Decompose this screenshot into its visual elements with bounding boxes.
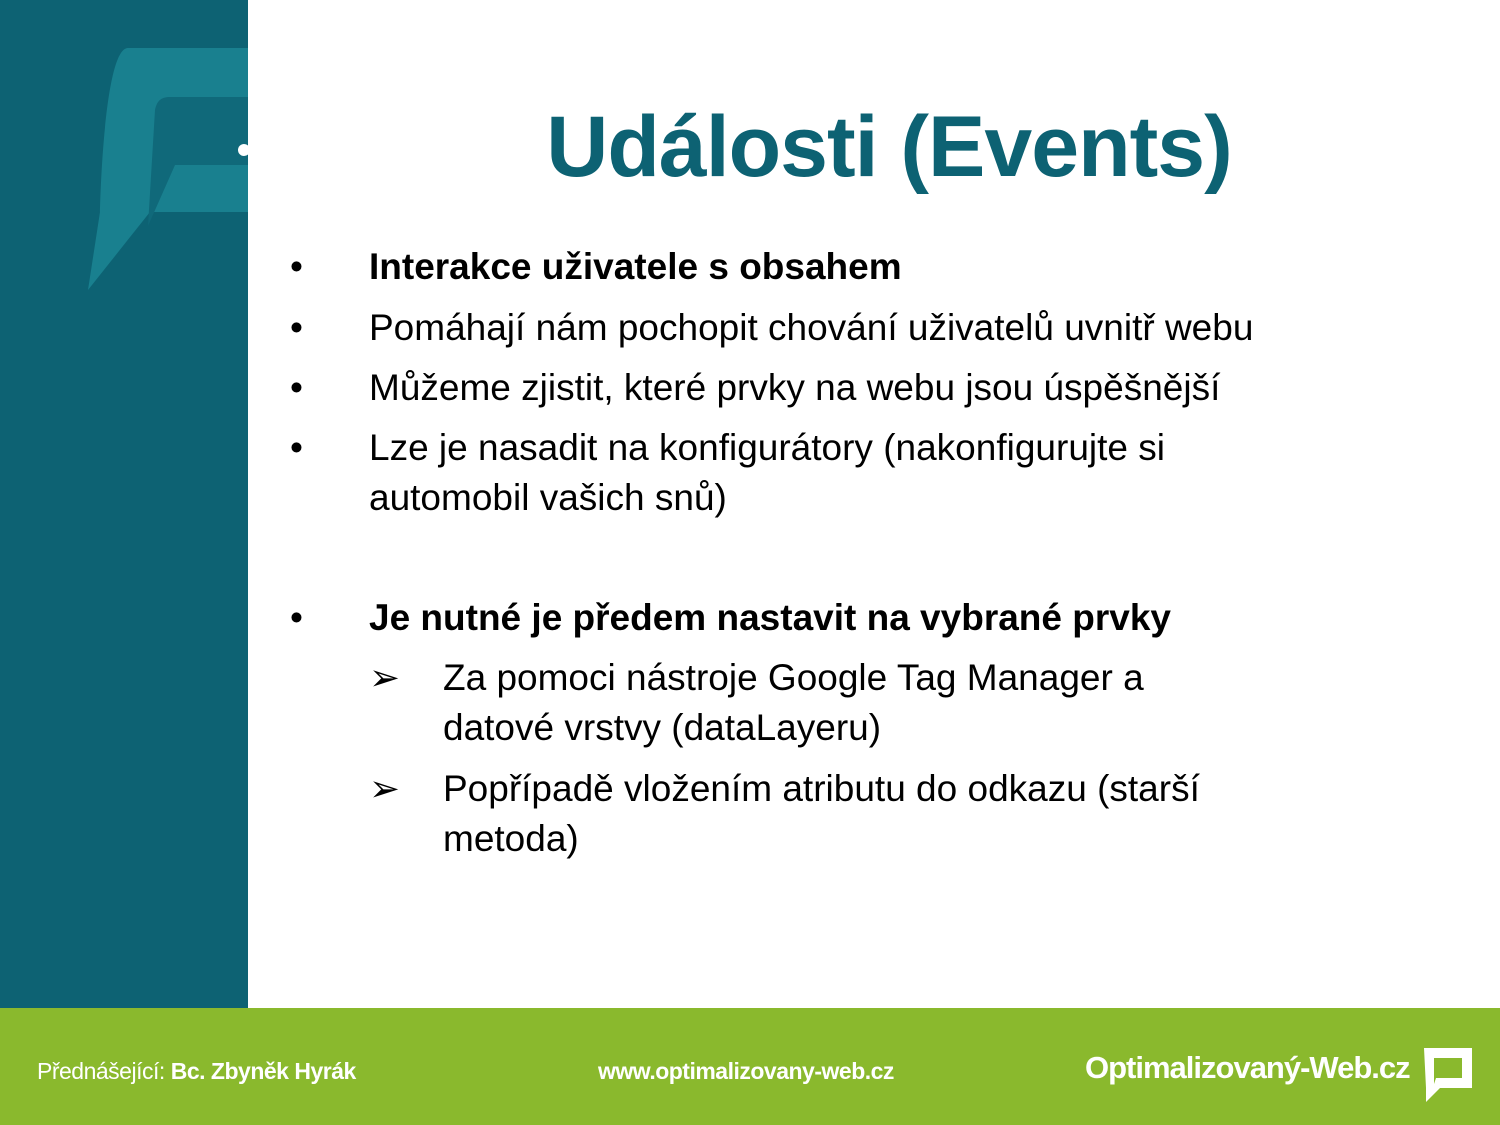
website-link[interactable]: www.optimalizovany-web.cz bbox=[598, 1058, 894, 1084]
arrow-bullet-icon: ➢ bbox=[369, 657, 401, 698]
bullet-marker: • bbox=[290, 597, 303, 638]
bullet-marker: • bbox=[290, 367, 303, 408]
subbullet-text: Popřípadě vložením atributu do odkazu (starší metoda) bbox=[443, 768, 1200, 859]
presenter-label: Přednášející: bbox=[37, 1058, 165, 1084]
slide-title: Události (Events) bbox=[546, 99, 1232, 195]
bullet-text: Lze je nasadit na konfigurátory (nakonfigurujte si automobil vašich snů) bbox=[369, 427, 1165, 518]
bullet-marker: • bbox=[290, 307, 303, 348]
bullet-marker: • bbox=[290, 427, 303, 468]
bullet-text: Pomáhají nám pochopit chování uživatelů uvnitř webu bbox=[369, 307, 1254, 348]
bullet-text: Je nutné je předem nastavit na vybrané prvky bbox=[369, 597, 1171, 638]
bullet-text: Můžeme zjistit, které prvky na webu jsou úspěšnější bbox=[369, 367, 1221, 408]
subbullet-text: Za pomoci nástroje Google Tag Manager a datové vrstvy (dataLayeru) bbox=[443, 657, 1144, 748]
footer-bar bbox=[0, 1008, 1500, 1125]
presenter-credit bbox=[37, 1058, 356, 1085]
presenter-name: Bc. Zbyněk Hyrák bbox=[170, 1058, 356, 1084]
speech-bubble-icon bbox=[1418, 1044, 1476, 1104]
brand-name: Optimalizovaný-Web.cz bbox=[1085, 1050, 1410, 1085]
bullet-text: Interakce uživatele s obsahem bbox=[369, 246, 902, 287]
arrow-bullet-icon: ➢ bbox=[369, 768, 401, 809]
bullet-marker: • bbox=[290, 246, 303, 287]
